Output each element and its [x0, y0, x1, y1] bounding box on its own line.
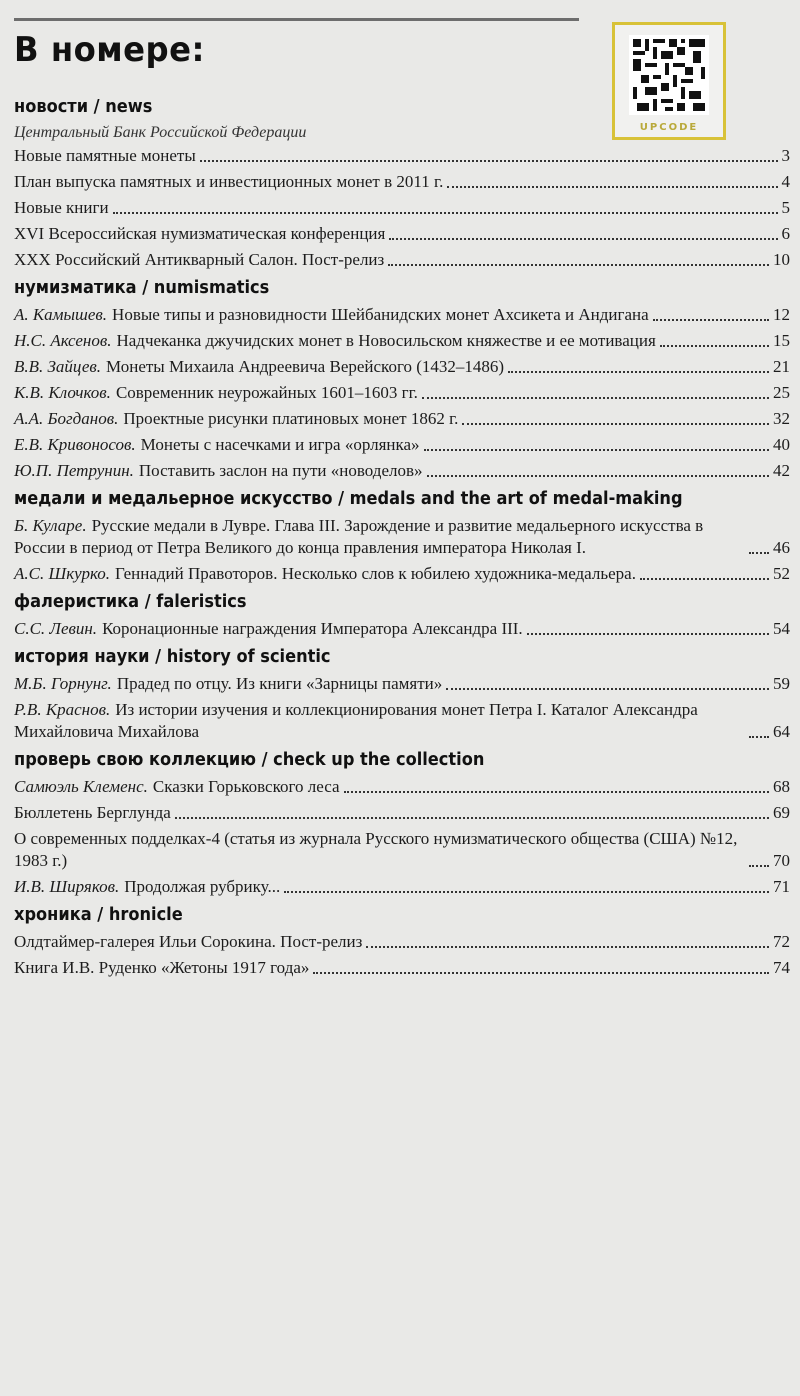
top-rule — [14, 18, 579, 21]
section-heading: медали и медальерное искусство / medals and the art of medal-making — [14, 488, 683, 509]
toc-section — [10, 904, 790, 979]
entry-title: Бюллетень Берглунда — [14, 803, 171, 822]
entry-text — [14, 171, 443, 193]
section-heading: фалеристика / faleristics — [14, 591, 247, 612]
entry-author: М.Б. Горнунг. — [14, 674, 112, 693]
entry-text — [14, 931, 362, 953]
entry-author: Б. Куларе. — [14, 516, 87, 535]
entry-title: Книга И.В. Руденко «Жетоны 1917 года» — [14, 958, 310, 977]
section-heading: нумизматика / numismatics — [14, 277, 270, 298]
entry-page-number: 52 — [773, 564, 790, 583]
entry-text — [14, 223, 385, 245]
toc-entry[interactable] — [14, 145, 790, 167]
toc-entry[interactable] — [14, 356, 790, 378]
toc-section — [10, 277, 790, 482]
entry-page-number: 71 — [773, 877, 790, 896]
dot-leader — [653, 319, 769, 321]
entry-title: Поставить заслон на пути «новоделов» — [138, 461, 423, 480]
entry-title: XVI Всероссийская нумизматическая конференция — [14, 224, 386, 243]
entry-title: Коронационные награждения Императора Александра III. — [102, 619, 523, 638]
entry-title: XXX Российский Антикварный Салон. Пост-релиз — [14, 250, 385, 269]
entry-page-number: 32 — [773, 409, 790, 428]
toc-entry[interactable] — [14, 434, 790, 456]
entry-title: Монеты Михаила Андреевича Верейского (1432–1486) — [106, 357, 505, 376]
entry-title: Геннадий Правоторов. Несколько слов к юбилею художника-медальера. — [115, 564, 636, 583]
toc-section — [10, 591, 790, 640]
dot-leader — [660, 345, 769, 347]
entry-title: Новые памятные монеты — [14, 146, 196, 165]
toc-section — [10, 749, 790, 898]
dot-leader — [462, 423, 769, 425]
entry-title: Олдтаймер-галерея Ильи Сорокина. Пост-релиз — [14, 932, 363, 951]
entry-text — [14, 802, 171, 824]
dot-leader — [422, 397, 769, 399]
entry-text — [14, 673, 442, 695]
entry-text — [14, 776, 340, 798]
entry-author: Самюэль Клеменс. — [14, 777, 148, 796]
dot-leader — [447, 186, 777, 188]
entry-page-number: 59 — [773, 674, 790, 693]
toc-entry[interactable] — [14, 304, 790, 326]
dot-leader — [344, 791, 769, 793]
entry-author: К.В. Клочков. — [14, 383, 111, 402]
entry-title: Сказки Горьковского леса — [152, 777, 340, 796]
upcode-label: UPCODE — [639, 122, 699, 133]
entry-title: Продолжая рубрику... — [124, 877, 281, 896]
entry-title: Из истории изучения и коллекционирования монет Петра I. Каталог Александра Михайловича Михайлова — [14, 700, 698, 741]
entry-page-number: 15 — [773, 331, 790, 350]
entry-page-number: 69 — [773, 803, 790, 822]
entry-page-number: 74 — [773, 958, 790, 977]
dot-leader — [749, 736, 769, 738]
dot-leader — [446, 688, 769, 690]
entry-author: И.В. Ширяков. — [14, 877, 120, 896]
dot-leader — [175, 817, 769, 819]
toc-entry[interactable] — [14, 330, 790, 352]
dot-leader — [427, 475, 769, 477]
toc-entry[interactable] — [14, 828, 790, 872]
entry-text — [14, 356, 504, 378]
toc-entry[interactable] — [14, 460, 790, 482]
toc-entry[interactable] — [14, 408, 790, 430]
toc-entry[interactable] — [14, 957, 790, 979]
entry-page-number: 25 — [773, 383, 790, 402]
toc-entry[interactable] — [14, 563, 790, 585]
entry-title: Монеты с насечками и игра «орлянка» — [140, 435, 420, 454]
entry-title: Прадед по отцу. Из книги «Зарницы памяти» — [116, 674, 443, 693]
entry-page-number: 5 — [781, 198, 790, 217]
entry-text — [14, 330, 656, 352]
entry-text — [14, 382, 418, 404]
entry-text — [14, 515, 745, 559]
entry-author: А. Камышев. — [14, 305, 108, 324]
entry-text — [14, 699, 745, 743]
entry-text — [14, 563, 636, 585]
section-heading: история науки / history of scientic — [14, 646, 331, 667]
entry-text — [14, 460, 423, 482]
dot-leader — [200, 160, 778, 162]
entry-title: О современных подделках-4 (статья из журнала Русского нумизматического общества (США) №12, 1983 г.) — [14, 829, 738, 870]
toc-entry[interactable] — [14, 515, 790, 559]
entry-title: Новые книги — [14, 198, 109, 217]
toc-entry[interactable] — [14, 249, 790, 271]
section-subheading: Центральный Банк Российской Федерации — [14, 124, 307, 141]
entry-page-number: 72 — [773, 932, 790, 951]
entry-title: План выпуска памятных и инвестиционных монет в 2011 г. — [14, 172, 444, 191]
toc-entry[interactable] — [14, 382, 790, 404]
section-heading: проверь свою коллекцию / check up the collection — [14, 749, 485, 770]
entry-page-number: 12 — [773, 305, 790, 324]
entry-author: Ю.П. Петрунин. — [14, 461, 134, 480]
entry-author: Н.С. Аксенов. — [14, 331, 112, 350]
entry-title: Новые типы и разновидности Шейбанидских монет Ахсикета и Андигана — [112, 305, 649, 324]
entry-title: Проектные рисунки платиновых монет 1862 г. — [123, 409, 459, 428]
entry-page-number: 3 — [781, 146, 790, 165]
dot-leader — [313, 972, 769, 974]
entry-author: С.С. Левин. — [14, 619, 98, 638]
entry-page-number: 42 — [773, 461, 790, 480]
toc-entry[interactable] — [14, 931, 790, 953]
entry-page-number: 10 — [773, 250, 790, 269]
entry-page-number: 21 — [773, 357, 790, 376]
dot-leader — [749, 552, 769, 554]
dot-leader — [284, 891, 769, 893]
entry-author: Р.В. Краснов. — [14, 700, 111, 719]
entry-author: А.А. Богданов. — [14, 409, 119, 428]
toc-entry[interactable] — [14, 802, 790, 824]
entry-author: Е.В. Кривоносов. — [14, 435, 136, 454]
entry-text — [14, 408, 458, 430]
toc-entry[interactable] — [14, 699, 790, 743]
entry-author: В.В. Зайцев. — [14, 357, 102, 376]
entry-page-number: 64 — [773, 722, 790, 741]
entry-title: Надчеканка джучидских монет в Новосильском княжестве и ее мотивация — [116, 331, 656, 350]
section-heading: хроника / hronicle — [14, 904, 183, 925]
entry-page-number: 46 — [773, 538, 790, 557]
toc-entry[interactable] — [14, 223, 790, 245]
toc-entry[interactable] — [14, 618, 790, 640]
entry-text — [14, 618, 523, 640]
entry-text — [14, 876, 280, 898]
entry-text — [14, 197, 109, 219]
entry-text — [14, 828, 745, 872]
entry-page-number: 4 — [781, 172, 790, 191]
entry-text — [14, 249, 384, 271]
dot-leader — [366, 946, 769, 948]
toc-entry[interactable] — [14, 171, 790, 193]
toc-section — [10, 488, 790, 585]
dot-leader — [749, 865, 769, 867]
entry-page-number: 70 — [773, 851, 790, 870]
dot-leader — [388, 264, 769, 266]
entry-author: А.С. Шкурко. — [14, 564, 111, 583]
entry-title: Современник неурожайных 1601–1603 гг. — [115, 383, 418, 402]
toc-entry[interactable] — [14, 876, 790, 898]
toc-section — [10, 96, 790, 271]
dot-leader — [424, 449, 769, 451]
dot-leader — [640, 578, 769, 580]
toc-section — [10, 646, 790, 743]
dot-leader — [389, 238, 777, 240]
toc-entry[interactable] — [14, 197, 790, 219]
entry-page-number: 40 — [773, 435, 790, 454]
page-title: В номере: — [14, 30, 205, 70]
entry-text — [14, 145, 196, 167]
entry-text — [14, 957, 309, 979]
toc-entry[interactable] — [14, 673, 790, 695]
section-heading: новости / news — [14, 96, 153, 117]
entry-text — [14, 304, 649, 326]
entry-title: Русские медали в Лувре. Глава III. Зарождение и развитие медальерного искусства в России в период от Петра Великого до конца правления императора Николая I. — [14, 516, 704, 557]
toc-entry[interactable] — [14, 776, 790, 798]
entry-page-number: 68 — [773, 777, 790, 796]
entry-text — [14, 434, 420, 456]
dot-leader — [113, 212, 778, 214]
dot-leader — [527, 633, 769, 635]
entry-page-number: 6 — [781, 224, 790, 243]
table-of-contents — [10, 90, 790, 983]
dot-leader — [508, 371, 769, 373]
entry-page-number: 54 — [773, 619, 790, 638]
